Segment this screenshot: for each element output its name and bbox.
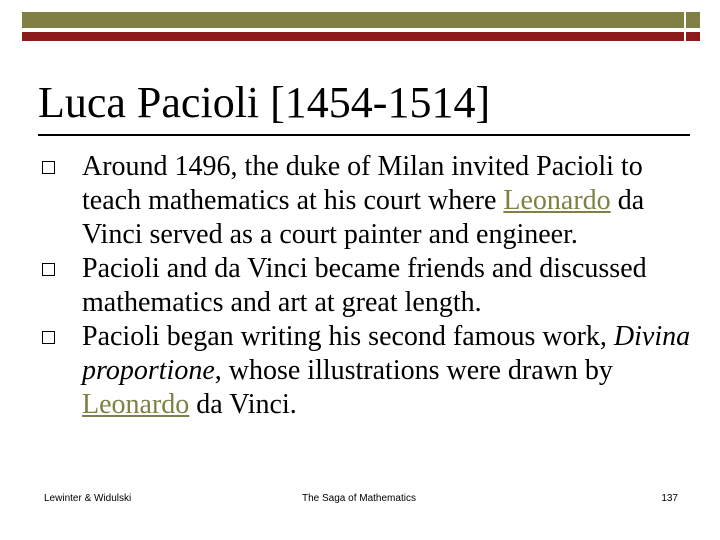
- footer-authors: Lewinter & Widulski: [44, 493, 132, 504]
- bullet-text: da Vinci served as a court painter and engineer.: [82, 185, 645, 250]
- page-number: 137: [661, 493, 678, 504]
- bullet-text: da Vinci.: [189, 389, 297, 420]
- leonardo-link[interactable]: Leonardo: [503, 185, 611, 216]
- bullet-item-1: [40, 150, 700, 252]
- footer-course-title: The Saga of Mathematics: [302, 493, 416, 504]
- bullet-item-2: [40, 252, 700, 320]
- hollow-square-bullet-icon: [42, 263, 55, 276]
- bullet-text: Around 1496, the duke of Milan invited Pacioli to teach mathematics at his court where: [82, 151, 643, 216]
- hollow-square-bullet-icon: [42, 331, 55, 344]
- hollow-square-bullet-icon: [42, 161, 55, 174]
- title-divider: [38, 134, 690, 136]
- decor-square-red: [686, 32, 700, 41]
- top-decoration: [0, 0, 720, 50]
- bullet-list: [40, 150, 700, 422]
- slide-title: Luca Pacioli [1454-1514]: [38, 78, 491, 127]
- bullet-text: Pacioli began writing his second famous work,: [82, 321, 614, 352]
- leonardo-link[interactable]: Leonardo: [82, 389, 190, 420]
- book-title: Divina proportione: [82, 321, 691, 386]
- bullet-item-3: [40, 320, 700, 422]
- decor-bar-olive: [22, 12, 684, 28]
- decor-bar-red: [22, 32, 684, 41]
- bullet-text: , whose illustrations were drawn by: [214, 355, 613, 386]
- bullet-text: Pacioli and da Vinci became friends and discussed mathematics and art at great length.: [82, 253, 647, 318]
- decor-square-olive: [686, 12, 700, 28]
